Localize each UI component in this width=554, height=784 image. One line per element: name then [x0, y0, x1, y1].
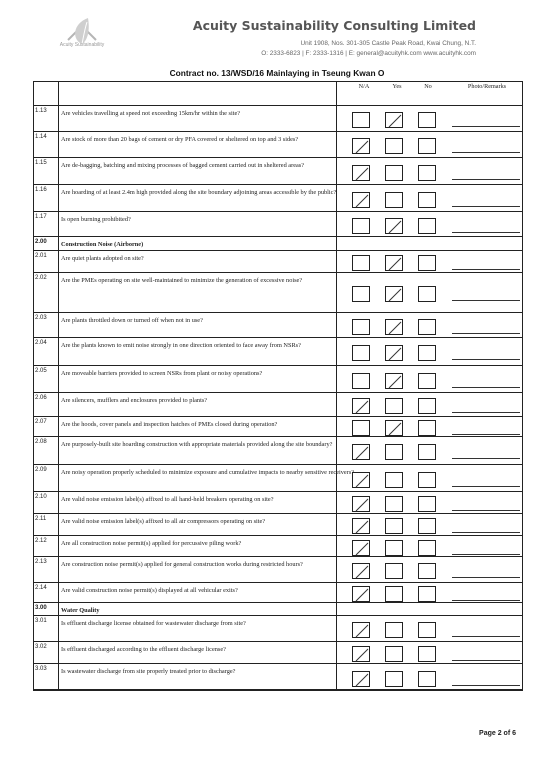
checkbox-no[interactable]: [418, 472, 436, 488]
checkbox-no[interactable]: [418, 373, 436, 389]
item-number: 3.00: [35, 605, 47, 611]
company-name: Acuity Sustainability Consulting Limited: [192, 18, 476, 33]
check-mark-icon: [386, 421, 404, 437]
check-mark-icon: [353, 497, 371, 513]
item-question: Are the plants known to emit noise strongly in one direction oriented to face away from NSRs?: [61, 342, 301, 349]
remarks-line[interactable]: [452, 510, 520, 511]
item-question: Are valid noise emission label(s) affixed to all hand-held breakers operating on site?: [61, 496, 274, 503]
company-logo: [58, 14, 106, 64]
item-question: Are construction noise permit(s) applied for general construction works during restricted hours?: [61, 561, 303, 568]
item-question: Are valid noise emission label(s) affixed to all air compressors operating on site?: [61, 518, 266, 525]
checkbox-no[interactable]: [418, 563, 436, 579]
checkbox-no[interactable]: [418, 345, 436, 361]
checklist-row: [33, 535, 523, 556]
checklist-row: [33, 250, 523, 272]
checkbox-yes[interactable]: [385, 138, 403, 154]
check-mark-icon: [386, 374, 404, 390]
remarks-line[interactable]: [452, 179, 520, 180]
logo-text: Acuity Sustainability: [59, 42, 105, 48]
checkbox-no[interactable]: [418, 112, 436, 128]
check-mark-icon: [353, 399, 371, 415]
checklist-row: [33, 337, 523, 365]
item-question: Are stock of more than 20 bags of cement or dry PFA covered or sheltered on top and 3 sides?: [61, 136, 299, 143]
item-number: 3.03: [35, 666, 47, 672]
item-question: Are the PMEs operating on site well-maintained to minimize the generation of excessive noise?: [61, 277, 303, 284]
checkbox-na[interactable]: [352, 472, 370, 488]
item-number: 3.01: [35, 618, 47, 624]
column-header-na: N/A: [358, 83, 370, 90]
checklist-row: [33, 556, 523, 582]
check-mark-icon: [353, 445, 371, 461]
item-number: 2.10: [35, 494, 47, 500]
checkbox-yes[interactable]: [385, 420, 403, 436]
table-bottom-rule: [33, 690, 523, 691]
checkbox-no[interactable]: [418, 420, 436, 436]
item-question: Is effluent discharge license obtained for wastewater discharge from site?: [61, 620, 246, 627]
item-question: Construction Noise (Airborne): [61, 241, 144, 248]
remarks-line[interactable]: [452, 412, 520, 413]
remarks-line[interactable]: [452, 333, 520, 334]
checkbox-na[interactable]: [352, 255, 370, 271]
item-number: 2.00: [35, 239, 47, 245]
checklist-row: [33, 211, 523, 236]
item-question: Are vehicles travelling at speed not exceeding 15km/hr within the site?: [61, 110, 241, 117]
checkbox-no[interactable]: [418, 646, 436, 662]
checkbox-yes[interactable]: [385, 586, 403, 602]
check-mark-icon: [353, 519, 371, 535]
item-question: Are quiet plants adopted on site?: [61, 255, 144, 262]
checkbox-na[interactable]: [352, 518, 370, 534]
checkbox-no[interactable]: [418, 671, 436, 687]
checklist-row: [33, 464, 523, 491]
checkbox-na[interactable]: [352, 586, 370, 602]
column-header-no: No: [424, 83, 432, 90]
item-question: Are silencers, mufflers and enclosures provided to plants?: [61, 397, 208, 404]
remarks-line[interactable]: [452, 458, 520, 459]
item-question: Is wastewater discharge from site properly treated prior to discharge?: [61, 668, 236, 675]
remarks-line[interactable]: [452, 554, 520, 555]
checkbox-no[interactable]: [418, 586, 436, 602]
column-header-remarks: Photo/Remarks: [467, 83, 507, 90]
item-number: 2.06: [35, 395, 47, 401]
checkbox-no[interactable]: [418, 622, 436, 638]
item-number: 2.05: [35, 368, 47, 374]
item-question: Are noisy operation properly scheduled to minimize exposure and cumulative impacts to nearby sensitive receivers?: [61, 469, 355, 476]
item-question: Are purposely-built site hoarding construction with appropriate materials provided along the site boundary?: [61, 441, 333, 448]
section-header-row: [33, 602, 523, 615]
checkbox-no[interactable]: [418, 518, 436, 534]
checkbox-na[interactable]: [352, 138, 370, 154]
check-mark-icon: [353, 541, 371, 557]
checkbox-yes[interactable]: [385, 286, 403, 302]
checkbox-yes[interactable]: [385, 345, 403, 361]
check-mark-icon: [353, 623, 371, 639]
checkbox-yes[interactable]: [385, 319, 403, 335]
checklist-row: [33, 105, 523, 131]
checkbox-yes[interactable]: [385, 563, 403, 579]
checkbox-no[interactable]: [418, 192, 436, 208]
checklist-row: [33, 513, 523, 535]
item-number: 2.13: [35, 559, 47, 565]
checkbox-yes[interactable]: [385, 112, 403, 128]
checkbox-yes[interactable]: [385, 192, 403, 208]
checkbox-no[interactable]: [418, 398, 436, 414]
check-mark-icon: [353, 672, 371, 688]
check-mark-icon: [386, 256, 404, 272]
checkbox-na[interactable]: [352, 622, 370, 638]
item-number: 2.02: [35, 275, 47, 281]
checkbox-yes[interactable]: [385, 444, 403, 460]
check-mark-icon: [386, 219, 404, 235]
checkbox-na[interactable]: [352, 420, 370, 436]
remarks-line[interactable]: [452, 152, 520, 153]
column-header-yes: Yes: [392, 83, 402, 90]
checklist-row: [33, 157, 523, 184]
item-number: 2.09: [35, 467, 47, 473]
remarks-line[interactable]: [452, 636, 520, 637]
check-mark-icon: [386, 113, 404, 129]
checkbox-yes[interactable]: [385, 255, 403, 271]
checkbox-no[interactable]: [418, 138, 436, 154]
page-number: Page 2 of 6: [479, 730, 516, 737]
item-question: Is open burning prohibited?: [61, 216, 131, 223]
checkbox-yes[interactable]: [385, 472, 403, 488]
remarks-line[interactable]: [452, 532, 520, 533]
remarks-line[interactable]: [452, 359, 520, 360]
check-mark-icon: [353, 647, 371, 663]
checkbox-na[interactable]: [352, 286, 370, 302]
remarks-line[interactable]: [452, 434, 520, 435]
remarks-line[interactable]: [452, 387, 520, 388]
company-address: Unit 1908, Nos. 301-305 Castle Peak Road, Kwai Chung, N.T.: [300, 40, 476, 47]
checklist-row: [33, 436, 523, 464]
checkbox-yes[interactable]: [385, 646, 403, 662]
checkbox-no[interactable]: [418, 540, 436, 556]
item-question: Are plants throttled down or turned off when not in use?: [61, 317, 203, 324]
checkbox-yes[interactable]: [385, 622, 403, 638]
item-question: Are the hoods, cover panels and inspection hatches of PMEs closed during operation?: [61, 421, 278, 428]
checkbox-na[interactable]: [352, 646, 370, 662]
checkbox-yes[interactable]: [385, 518, 403, 534]
checklist-row: [33, 131, 523, 157]
item-question: Water Quality: [61, 607, 100, 614]
item-question: Are hoarding of at least 2.4m high provided along the site boundary adjoining areas accessible by the public?: [61, 189, 337, 196]
check-mark-icon: [353, 166, 371, 182]
remarks-line[interactable]: [452, 685, 520, 686]
checkbox-yes[interactable]: [385, 398, 403, 414]
checkbox-no[interactable]: [418, 286, 436, 302]
checkbox-no[interactable]: [418, 165, 436, 181]
check-mark-icon: [353, 587, 371, 603]
item-question: Is effluent discharged according to the effluent discharge license?: [61, 646, 226, 653]
company-contact: O: 2333-6823 | F: 2333-1316 | E: general@acuityhk.com www.acuityhk.com: [261, 50, 476, 57]
checkbox-na[interactable]: [352, 192, 370, 208]
checkbox-yes[interactable]: [385, 373, 403, 389]
checkbox-na[interactable]: [352, 112, 370, 128]
checklist-row: [33, 272, 523, 312]
item-number: 2.04: [35, 340, 47, 346]
checklist-row: [33, 582, 523, 602]
item-number: 2.14: [35, 585, 47, 591]
checkbox-na[interactable]: [352, 671, 370, 687]
checklist-row: [33, 365, 523, 392]
remarks-line[interactable]: [452, 232, 520, 233]
remarks-line[interactable]: [452, 577, 520, 578]
item-question: Are moveable barriers provided to screen NSRs from plant or noisy operations?: [61, 370, 263, 377]
item-number: 2.07: [35, 419, 47, 425]
checkbox-yes[interactable]: [385, 496, 403, 512]
checkbox-na[interactable]: [352, 540, 370, 556]
item-number: 1.17: [35, 214, 47, 220]
item-number: 2.01: [35, 253, 47, 259]
checklist-row: [33, 641, 523, 663]
item-question: Are all construction noise permit(s) applied for percussive piling work?: [61, 540, 242, 547]
check-mark-icon: [353, 564, 371, 580]
checkbox-no[interactable]: [418, 255, 436, 271]
check-mark-icon: [386, 320, 404, 336]
checklist-row: [33, 491, 523, 513]
check-mark-icon: [353, 193, 371, 209]
remarks-line[interactable]: [452, 486, 520, 487]
checklist-row: [33, 312, 523, 337]
checkbox-yes[interactable]: [385, 218, 403, 234]
remarks-line[interactable]: [452, 206, 520, 207]
checkbox-na[interactable]: [352, 373, 370, 389]
checkbox-no[interactable]: [418, 496, 436, 512]
checklist-row: [33, 615, 523, 641]
checkbox-na[interactable]: [352, 563, 370, 579]
checkbox-na[interactable]: [352, 496, 370, 512]
check-mark-icon: [386, 346, 404, 362]
checklist-row: [33, 663, 523, 690]
checkbox-no[interactable]: [418, 218, 436, 234]
remarks-line[interactable]: [452, 300, 520, 301]
remarks-line[interactable]: [452, 600, 520, 601]
check-mark-icon: [386, 287, 404, 303]
item-number: 3.02: [35, 644, 47, 650]
checkbox-na[interactable]: [352, 319, 370, 335]
item-question: Are valid construction noise permit(s) displayed at all vehicular exits?: [61, 587, 238, 594]
checkbox-yes[interactable]: [385, 540, 403, 556]
item-number: 2.11: [35, 516, 47, 522]
checkbox-na[interactable]: [352, 398, 370, 414]
checkbox-no[interactable]: [418, 444, 436, 460]
item-number: 2.08: [35, 439, 47, 445]
checklist-row: [33, 392, 523, 416]
remarks-line[interactable]: [452, 126, 520, 127]
checkbox-na[interactable]: [352, 165, 370, 181]
section-header-row: [33, 236, 523, 250]
checkbox-na[interactable]: [352, 218, 370, 234]
check-mark-icon: [353, 139, 371, 155]
item-number: 2.12: [35, 538, 47, 544]
item-number: 1.15: [35, 160, 47, 166]
checkbox-no[interactable]: [418, 319, 436, 335]
contract-title: Contract no. 13/WSD/16 Mainlaying in Tseung Kwan O: [169, 68, 385, 78]
checklist-row: [33, 184, 523, 211]
remarks-line[interactable]: [452, 660, 520, 661]
item-number: 1.16: [35, 187, 47, 193]
checkbox-yes[interactable]: [385, 165, 403, 181]
item-number: 1.14: [35, 134, 47, 140]
remarks-line[interactable]: [452, 269, 520, 270]
checklist-row: [33, 416, 523, 436]
item-number: 1.13: [35, 108, 47, 114]
checkbox-yes[interactable]: [385, 671, 403, 687]
checkbox-na[interactable]: [352, 345, 370, 361]
item-number: 2.03: [35, 315, 47, 321]
item-question: Are de-bagging, batching and mixing processes of bagged cement carried out in sheltered areas?: [61, 162, 305, 169]
check-mark-icon: [353, 473, 371, 489]
checkbox-na[interactable]: [352, 444, 370, 460]
